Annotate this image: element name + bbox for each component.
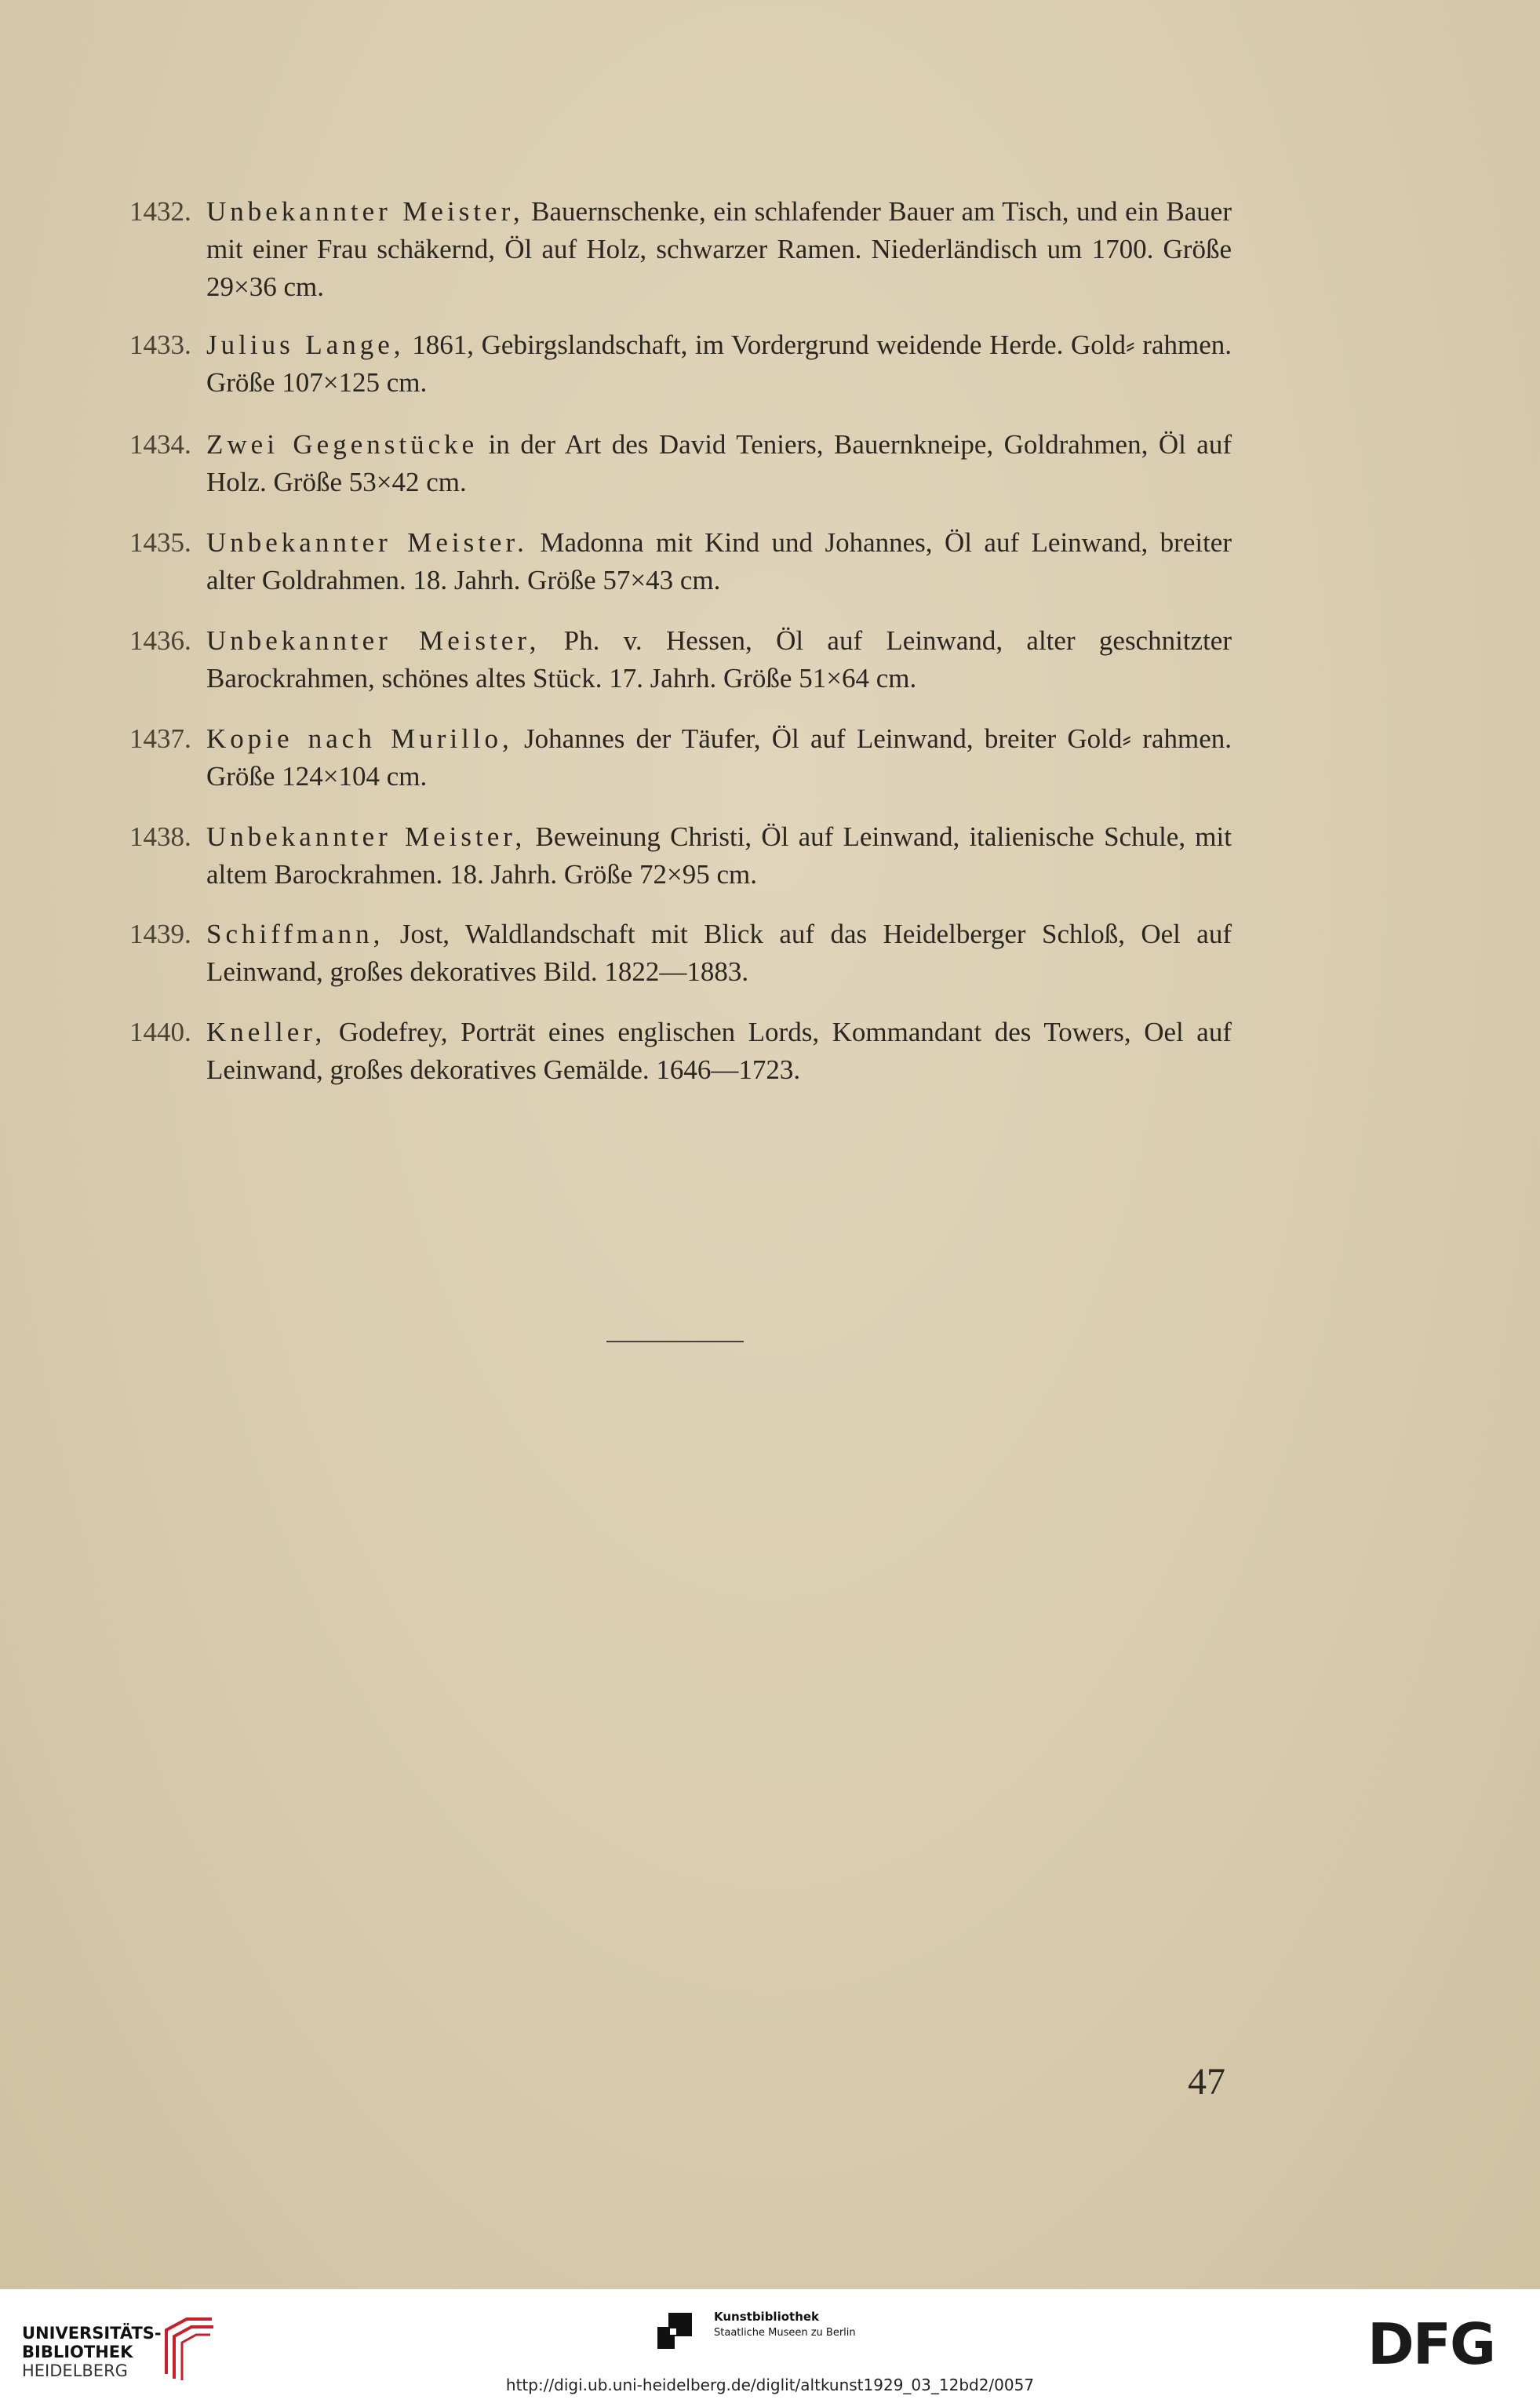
permalink-url[interactable]: http://digi.ub.uni-heidelberg.de/diglit/altkunst1929_03_12bd2/0057 [505, 2376, 1035, 2394]
entry-number: 1432. [129, 196, 191, 227]
catalog-entry [129, 524, 1232, 599]
entry-artist: Unbekannter Meister, [206, 196, 524, 227]
entry-artist: Kopie nach Murillo, [206, 723, 513, 754]
kunstbibliothek-subtitle: Staatliche Museen zu Berlin [714, 2327, 856, 2339]
kunstbibliothek-icon [657, 2313, 692, 2349]
entry-number: 1434. [129, 429, 191, 460]
entry-text [206, 1014, 1232, 1089]
entry-description: Johannes der Täufer, Öl auf Leinwand, breiter Gold⸗ rahmen. Größe 124×104 cm. [206, 723, 1232, 792]
catalog-entry [129, 818, 1232, 894]
entry-artist: Zwei Gegenstücke [206, 429, 479, 460]
ub-logo-line: HEIDELBERG [22, 2361, 128, 2380]
entry-description: Beweinung Christi, Öl auf Leinwand, italienische Schule, mit altem Barockrahmen. 18. Jahrh. Größe 72×95 cm. [206, 821, 1232, 890]
page-number: 47 [1188, 2061, 1225, 2103]
catalog-entry [129, 1014, 1232, 1089]
entry-artist: Kneller, [206, 1017, 326, 1047]
ub-logo-line: BIBLIOTHEK [22, 2343, 133, 2361]
entry-description: Godefrey, Porträt eines englischen Lords, Kommandant des Towers, Oel auf Leinwand, großes dekoratives Gemälde. 1646—1723. [206, 1017, 1232, 1085]
catalog-entry [129, 916, 1232, 991]
entry-number: 1439. [129, 919, 191, 949]
entry-text [206, 193, 1232, 306]
entry-artist: Unbekannter Meister, [206, 821, 526, 852]
ub-mark-icon [155, 2313, 218, 2382]
section-divider [606, 1341, 744, 1342]
kunstbibliothek-title: Kunstbibliothek [714, 2310, 820, 2324]
entry-text [206, 818, 1232, 894]
entry-text [206, 524, 1232, 599]
entry-text [206, 720, 1232, 796]
entry-number: 1440. [129, 1017, 191, 1047]
kunstbibliothek-logo[interactable] [657, 2308, 908, 2355]
entry-number: 1436. [129, 625, 191, 656]
catalog-entry [129, 720, 1232, 796]
ub-logo-line: UNIVERSITÄTS- [22, 2324, 162, 2343]
entry-description: Jost, Waldlandschaft mit Blick auf das Heidelberger Schloß, Oel auf Leinwand, großes dekoratives Bild. 1822—1883. [206, 919, 1232, 987]
entry-artist: Unbekannter Meister, [206, 625, 541, 656]
entry-description: Bauernschenke, ein schlafender Bauer am Tisch, und ein Bauer mit einer Frau schäkernd, Öl auf Holz, schwarzer Ramen. Niederländisch um 1700. Größe 29×36 cm. [206, 196, 1232, 302]
ub-heidelberg-logo[interactable] [22, 2313, 226, 2383]
entry-text [206, 426, 1232, 501]
entry-number: 1437. [129, 723, 191, 754]
catalog-entry [129, 426, 1232, 501]
entry-description: 1861, Gebirgslandschaft, im Vordergrund weidende Herde. Gold⸗ rahmen. Größe 107×125 cm. [206, 330, 1232, 398]
catalog-entry [129, 622, 1232, 697]
entry-artist: Schiffmann, [206, 919, 384, 949]
entry-number: 1433. [129, 330, 191, 360]
dfg-logo[interactable]: DFG [1367, 2311, 1495, 2377]
entry-number: 1435. [129, 527, 191, 558]
entry-text [206, 622, 1232, 697]
catalog-entry [129, 326, 1232, 402]
entry-description: Ph. v. Hessen, Öl auf Leinwand, alter geschnitzter Barockrahmen, schönes altes Stück. 17. Jahrh. Größe 51×64 cm. [206, 625, 1232, 694]
entry-text [206, 916, 1232, 991]
entry-artist: Unbekannter Meister. [206, 527, 528, 558]
entry-description: in der Art des David Teniers, Bauernkneipe, Goldrahmen, Öl auf Holz. Größe 53×42 cm. [206, 429, 1232, 497]
entry-artist: Julius Lange, [206, 330, 405, 360]
entry-number: 1438. [129, 821, 191, 852]
entry-text [206, 326, 1232, 402]
catalog-entry [129, 193, 1232, 306]
entry-description: Madonna mit Kind und Johannes, Öl auf Leinwand, breiter alter Goldrahmen. 18. Jahrh. Größe 57×43 cm. [206, 527, 1232, 595]
